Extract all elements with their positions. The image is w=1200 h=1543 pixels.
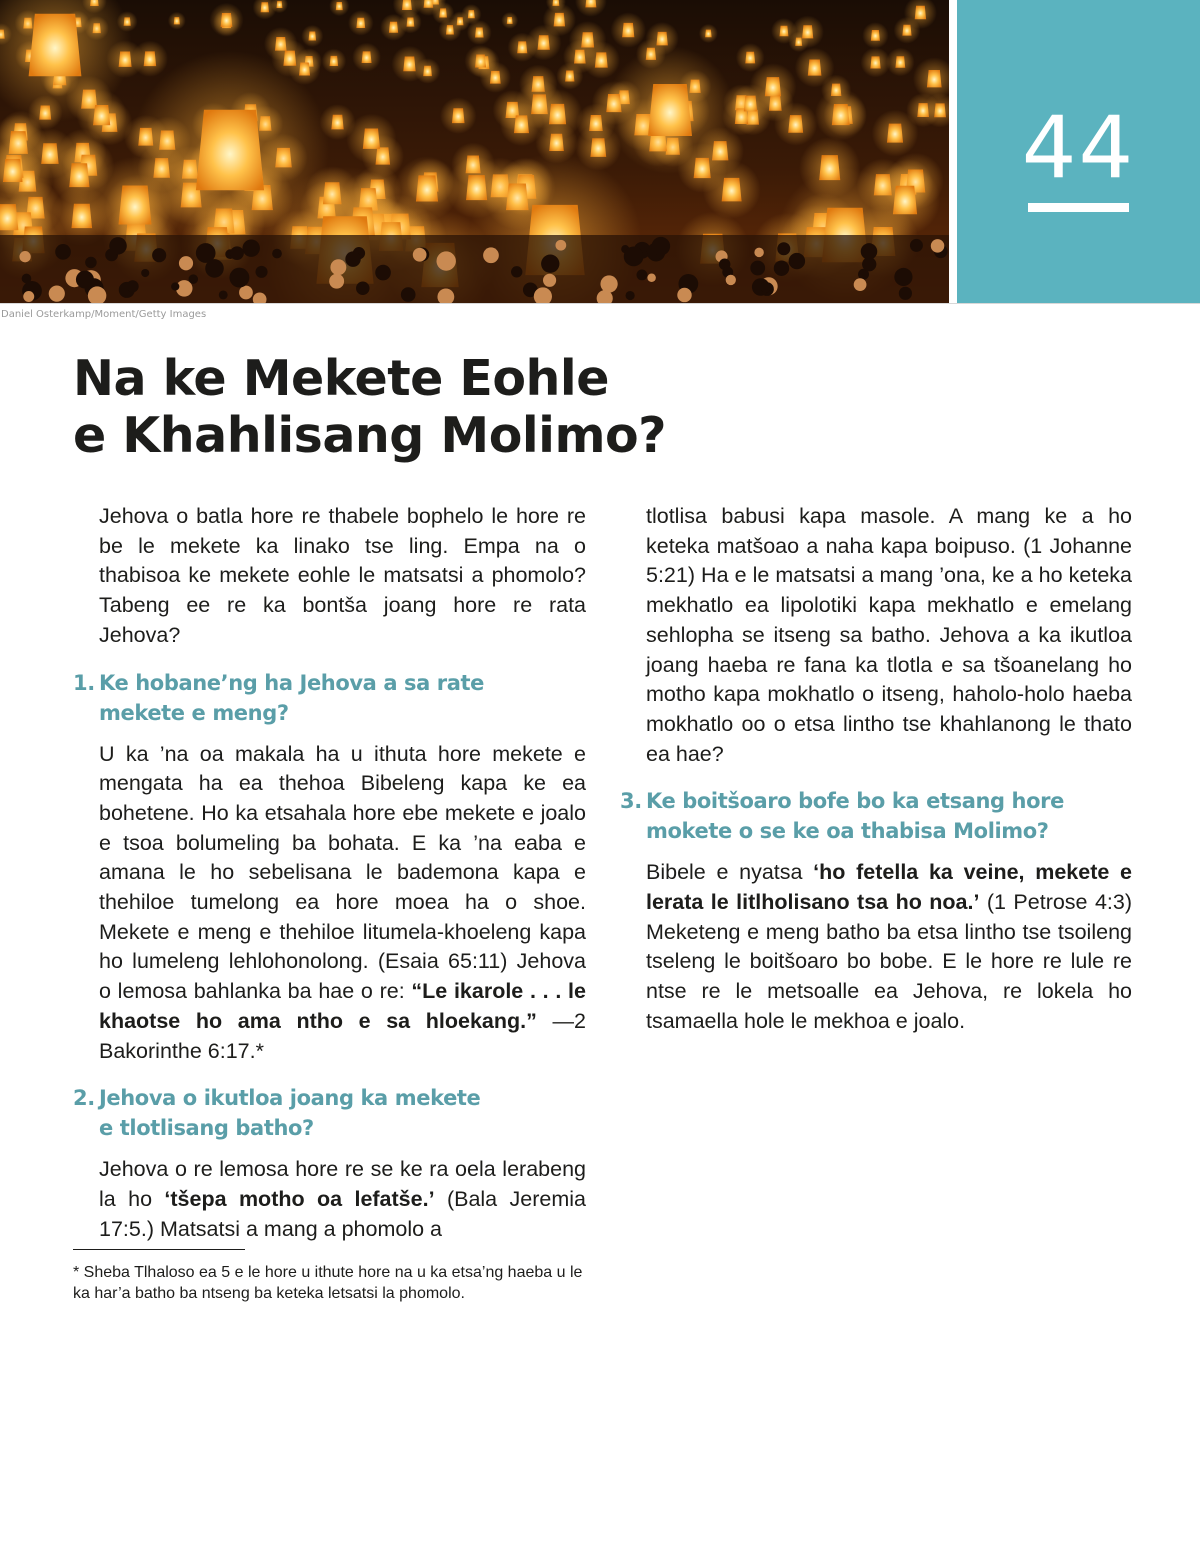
crowd-figure xyxy=(356,282,370,296)
section-3-text: Bibele e nyatsa xyxy=(646,860,803,885)
lantern-shape xyxy=(749,63,796,110)
crowd-figure xyxy=(637,269,648,280)
crowd-figure xyxy=(22,274,32,284)
question-number: 1. xyxy=(73,670,95,695)
lantern-shape xyxy=(791,16,823,48)
crowd-figure xyxy=(854,278,867,291)
question-number: 3. xyxy=(620,789,642,814)
page-title-line-2: e Khahlisang Molimo? xyxy=(73,407,667,464)
section-3-paragraph xyxy=(620,858,1132,1036)
crowd-figure xyxy=(789,253,805,269)
crowd-figure xyxy=(152,248,166,262)
lantern-shape xyxy=(168,12,186,30)
lantern-shape xyxy=(606,46,734,174)
crowd-figure xyxy=(555,240,566,251)
lantern-shape xyxy=(438,18,461,41)
column-left xyxy=(73,502,586,1244)
lesson-number-underline xyxy=(1028,203,1129,212)
question-heading-line: Ke boitšoaro bofe bo ka etsang hore xyxy=(646,789,1064,814)
crowd-figure xyxy=(375,265,391,281)
page-title xyxy=(73,350,693,464)
intro-paragraph: Jehova o batla hore re thabele bophelo le hore re be le mekete ka linako tse ling. Empa na o thabisoa ke mekete eohle le matsatsi a phomolo? Tabeng ee re ka bontša joang hore re rata Jehova? xyxy=(99,504,586,647)
lantern-shape xyxy=(209,3,243,37)
crowd-figure xyxy=(189,274,198,283)
crowd-figure xyxy=(329,274,344,289)
lantern-shape xyxy=(322,49,347,74)
lantern-shape xyxy=(703,161,761,219)
lantern-shape xyxy=(440,97,477,134)
crowd-figure xyxy=(899,287,912,300)
crowd-figure xyxy=(109,237,126,254)
crowd-figure xyxy=(931,239,945,253)
scripture-reference: —2 Bakorinthe 6:17.* xyxy=(99,1008,586,1063)
crowd-figure xyxy=(436,251,455,270)
crowd-figure xyxy=(272,249,282,259)
crowd-figure xyxy=(49,286,65,302)
crowd-figure xyxy=(219,291,228,300)
question-heading-line: Jehova o ikutloa joang ka mekete xyxy=(99,1086,481,1111)
crowd-figure xyxy=(543,274,556,287)
crowd-figure xyxy=(242,239,259,256)
crowd-figure xyxy=(626,291,635,300)
crowd-figure xyxy=(677,288,691,302)
lantern-festival-image xyxy=(0,0,949,303)
crowd-figure xyxy=(23,291,34,302)
lesson-number-panel xyxy=(957,0,1200,303)
divider xyxy=(0,303,1200,304)
section-2-paragraph xyxy=(73,1155,586,1244)
section-1-text: U ka ’na oa makala ha u ithuta hore mekete e mengata ha ea thehoa Bibeleng kapa ke ea bohetene. Ho ka etsahala hore ebe mekete e joalo e tsoa bolumeling ba bohata. E ka ’na eaba e amana le ho sebelisana le bademona kapa e thehiloe tumelong ea hore moea ha o shoe. Mekete e meng e thehiloe litumela-khoeleng kapa ho lumeleng lehlohonolong. (Esaia 65:11) Jehova o lemosa bahlanka ba hae o re: xyxy=(99,741,586,1004)
lantern-shape xyxy=(348,10,373,35)
crowd-figure xyxy=(171,282,179,290)
crowd-figure xyxy=(55,244,71,260)
crowd-figure xyxy=(777,242,790,255)
crowd-figure xyxy=(19,251,30,262)
section-2-text: Jehova o re lemosa hore re se ke ra oela lerabeng la ho xyxy=(99,1157,586,1211)
footnote: * Sheba Tlhaloso ea 5 e le hore u ithute hore na u ka etsa’ng haeba u le ka har’a batho ba ntseng ba keteka letsatsi la phomolo. xyxy=(73,1264,583,1302)
crowd-figure xyxy=(401,287,416,302)
page-title-line-1: Na ke Mekete Eohle xyxy=(73,350,609,407)
crowd-figure xyxy=(600,275,617,292)
crowd-figure xyxy=(413,248,427,262)
lantern-shape xyxy=(501,12,518,29)
question-heading-line: mekete e meng? xyxy=(99,700,289,725)
lesson-number: 44 xyxy=(1021,98,1136,198)
question-number: 2. xyxy=(73,1086,95,1111)
lantern-shape xyxy=(611,12,646,47)
lantern-shape xyxy=(131,51,329,249)
lantern-shape xyxy=(352,43,381,72)
lantern-shape xyxy=(533,89,583,139)
crowd-figure xyxy=(652,237,671,256)
scripture-quote: “Le ikarole . . . le khaotse ho ama ntho e sa hloekang.” xyxy=(99,979,586,1033)
scripture-quote: ‘tšepa motho oa lefatše.’ xyxy=(164,1186,435,1211)
crowd-figure xyxy=(330,259,346,275)
footnote-rule xyxy=(73,1249,245,1250)
lantern-shape xyxy=(391,46,427,82)
crowd-figure xyxy=(754,248,763,257)
section-1-paragraph xyxy=(73,740,586,1067)
crowd-figure xyxy=(239,286,253,300)
section-2-text: (Bala Jeremia 17:5.) Matsatsi a mang a phomolo a xyxy=(99,1186,586,1241)
lantern-shape xyxy=(815,89,867,141)
crowd-figure xyxy=(229,268,249,288)
crowd-figure xyxy=(862,257,876,271)
crowd-figure xyxy=(179,256,193,270)
column-right xyxy=(620,502,1132,1037)
crowd-figure xyxy=(774,260,789,275)
question-heading-1 xyxy=(73,668,586,728)
crowd-figure xyxy=(205,259,224,278)
question-heading-line: e tlotlisang batho? xyxy=(99,1116,314,1141)
lantern-shape xyxy=(464,45,496,77)
crowd-figure xyxy=(345,251,360,266)
crowd-figure xyxy=(230,246,244,260)
lantern-shape xyxy=(861,47,891,77)
lantern-shape xyxy=(795,48,835,88)
crowd-figure xyxy=(76,271,94,289)
lantern-shape xyxy=(872,110,919,157)
crowd-figure xyxy=(85,257,96,268)
crowd-figure xyxy=(511,266,522,277)
crowd-figure xyxy=(894,268,912,286)
section-2-continued: tlotlisa babusi kapa masole. A mang ke a ho keteka matšoao a naha kapa boipuso. (1 Johanne 5:21) Ha e le matsatsi a mang ’ona, ke a ho keteka mekhatlo ea lipolotiki kapa mekhatlo e emelang sehlopha se itseng sa batho. Jehova a ka ikutloa joang haeba re fana ka tlotla e sa tšoanelang ho motho kapa mokhatlo o itseng, haholo-holo haeba mokhatlo oo o etsa lintho tse khahlanong le thato ea hae? xyxy=(646,504,1132,766)
crowd-figure xyxy=(483,247,499,263)
photo-credit: Daniel Osterkamp/Moment/Getty Images xyxy=(1,309,207,320)
crowd-figure xyxy=(141,269,149,277)
lantern-shape xyxy=(569,21,607,59)
crowd-figure xyxy=(127,280,139,292)
lantern-shape xyxy=(467,20,492,45)
scripture-quote: ‘ho fetella ka veine, mekete e lerata le litlholisano tsa ho noa.’ xyxy=(646,860,1132,915)
question-heading-2 xyxy=(73,1083,586,1143)
crowd-figure xyxy=(647,273,656,282)
question-heading-line: Ke hobane’ng ha Jehova a sa rate xyxy=(99,670,485,695)
lantern-shape xyxy=(699,24,718,43)
question-heading-3 xyxy=(620,786,1132,846)
crowd-figure xyxy=(760,282,771,293)
crowd-figure xyxy=(750,261,765,276)
lantern-shape xyxy=(526,25,562,61)
lantern-shape xyxy=(301,25,323,47)
hero-photo xyxy=(0,0,949,303)
section-3-text: (1 Petrose 4:3) Meketeng e meng batho ba etsa lintho tse tsoileng tseleng le boitšoaro bo bobe. E le hore re lule re ntse re le metsoalle ea Jehova, re lokela ho tsamaella hole le mekhoa e joalo. xyxy=(646,890,1132,1033)
crowd-figure xyxy=(726,275,736,285)
crowd-figure xyxy=(624,247,644,267)
lantern-shape xyxy=(862,22,888,48)
crowd-figure xyxy=(541,255,559,273)
crowd-figure xyxy=(255,266,267,278)
lantern-shape xyxy=(346,114,396,164)
crowd-figure xyxy=(910,239,923,252)
question-heading-line: mokete o se ke oa thabisa Molimo? xyxy=(646,819,1049,844)
